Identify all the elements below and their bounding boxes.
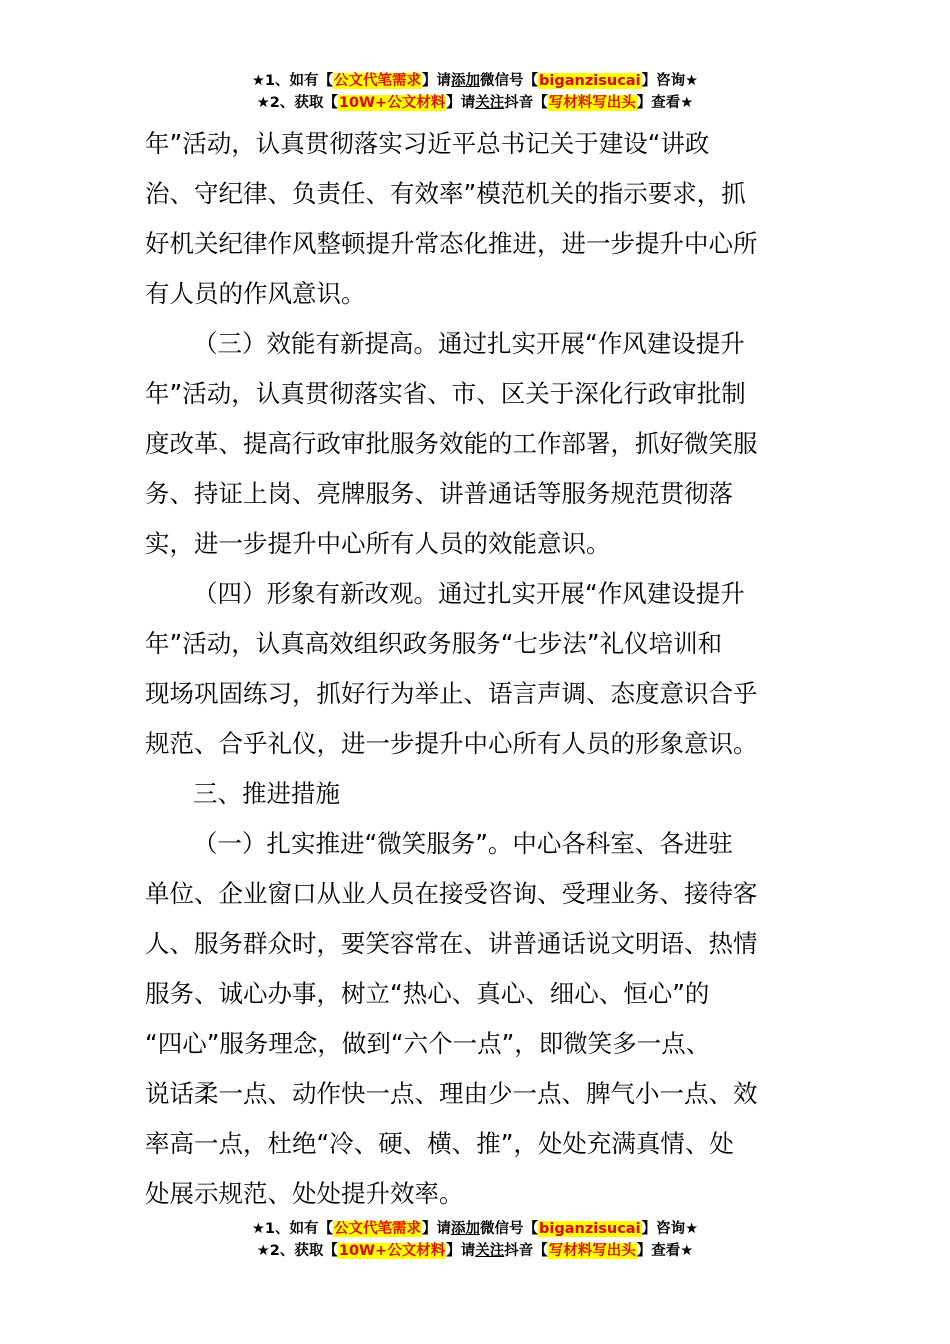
body-line: 人、服务群众时，要笑容常在、讲普通话说文明语、热情 xyxy=(145,929,758,958)
banner-text: 】咨询★ xyxy=(641,73,699,89)
banner-text: 抖音【 xyxy=(504,1243,548,1259)
body-line: （三）效能有新提高。通过扎实开展“作风建设提升 xyxy=(193,329,745,358)
highlight-text: biganzisucai xyxy=(539,73,641,89)
banner-text: 抖音【 xyxy=(504,95,548,111)
highlight-text: 写材料写出头 xyxy=(548,95,636,111)
underlined-text: 添加 xyxy=(451,73,481,89)
body-line: 度改革、提高行政审批服务效能的工作部署，抓好微笑服 xyxy=(145,429,758,458)
body-line: 有人员的作风意识。 xyxy=(145,279,366,308)
body-line: 规范、合乎礼仪，进一步提升中心所有人员的形象意识。 xyxy=(145,729,758,758)
banner-line-2 xyxy=(0,92,950,114)
banner-text: ★2、获取【 xyxy=(256,1243,338,1259)
body-line: 说话柔一点、动作快一点、理由少一点、脾气小一点、效 xyxy=(145,1079,758,1108)
highlight-text: 公文代笔需求 xyxy=(334,1221,422,1237)
body-line: 年”活动，认真贯彻落实省、市、区关于深化行政审批制 xyxy=(145,379,746,408)
highlight-text: 公文代笔需求 xyxy=(334,73,422,89)
underlined-text: 添加 xyxy=(451,1221,481,1237)
banner-text: ★1、如有【 xyxy=(251,73,334,89)
banner-text: 】请 xyxy=(446,95,476,111)
body-line: 治、守纪律、负责任、有效率”模范机关的指示要求，抓 xyxy=(145,179,746,208)
banner-text: 】查看★ xyxy=(636,1243,694,1259)
body-line: 实，进一步提升中心所有人员的效能意识。 xyxy=(145,529,611,558)
footer-banner xyxy=(0,1218,950,1262)
body-line: 率高一点，杜绝“冷、硬、横、推”，处处充满真情、处 xyxy=(145,1129,734,1158)
body-line: （一）扎实推进“微笑服务”。中心各科室、各进驻 xyxy=(193,829,733,858)
body-line: 单位、企业窗口从业人员在接受咨询、受理业务、接待客 xyxy=(145,879,758,908)
document-body xyxy=(145,119,810,1219)
banner-text: 】请 xyxy=(446,1243,476,1259)
banner-text: ★2、获取【 xyxy=(256,95,338,111)
header-banner xyxy=(0,70,950,114)
body-line: 好机关纪律作风整顿提升常态化推进，进一步提升中心所 xyxy=(145,229,758,258)
body-line: 现场巩固练习，抓好行为举止、语言声调、态度意识合乎 xyxy=(145,679,758,708)
body-line: 服务、诚心办事，树立“热心、真心、细心、恒心”的 xyxy=(145,979,710,1008)
banner-line-1 xyxy=(0,1218,950,1240)
banner-text: 】请 xyxy=(422,1221,452,1237)
highlight-text: 10W+公文材料 xyxy=(338,1243,446,1259)
body-line: 处展示规范、处处提升效率。 xyxy=(145,1179,464,1208)
body-line: “四心”服务理念，做到“六个一点”，即微笑多一点、 xyxy=(145,1029,711,1058)
body-line: 务、持证上岗、亮牌服务、讲普通话等服务规范贯彻落 xyxy=(145,479,733,508)
highlight-text: 10W+公文材料 xyxy=(338,95,446,111)
banner-text: 】咨询★ xyxy=(641,1221,699,1237)
banner-text: 】查看★ xyxy=(636,95,694,111)
body-line: 年”活动，认真高效组织政务服务“七步法”礼仪培训和 xyxy=(145,629,723,658)
underlined-text: 关注 xyxy=(475,1243,505,1259)
highlight-text: 写材料写出头 xyxy=(548,1243,636,1259)
body-line: 年”活动，认真贯彻落实习近平总书记关于建设“讲政 xyxy=(145,129,710,158)
banner-line-1 xyxy=(0,70,950,92)
highlight-text: biganzisucai xyxy=(539,1221,641,1237)
section-heading: 三、推进措施 xyxy=(193,779,340,808)
body-line: （四）形象有新改观。通过扎实开展“作风建设提升 xyxy=(193,579,745,608)
banner-text: 微信号【 xyxy=(480,73,539,89)
banner-text: ★1、如有【 xyxy=(251,1221,334,1237)
underlined-text: 关注 xyxy=(475,95,505,111)
banner-line-2 xyxy=(0,1240,950,1262)
banner-text: 】请 xyxy=(422,73,452,89)
banner-text: 微信号【 xyxy=(480,1221,539,1237)
